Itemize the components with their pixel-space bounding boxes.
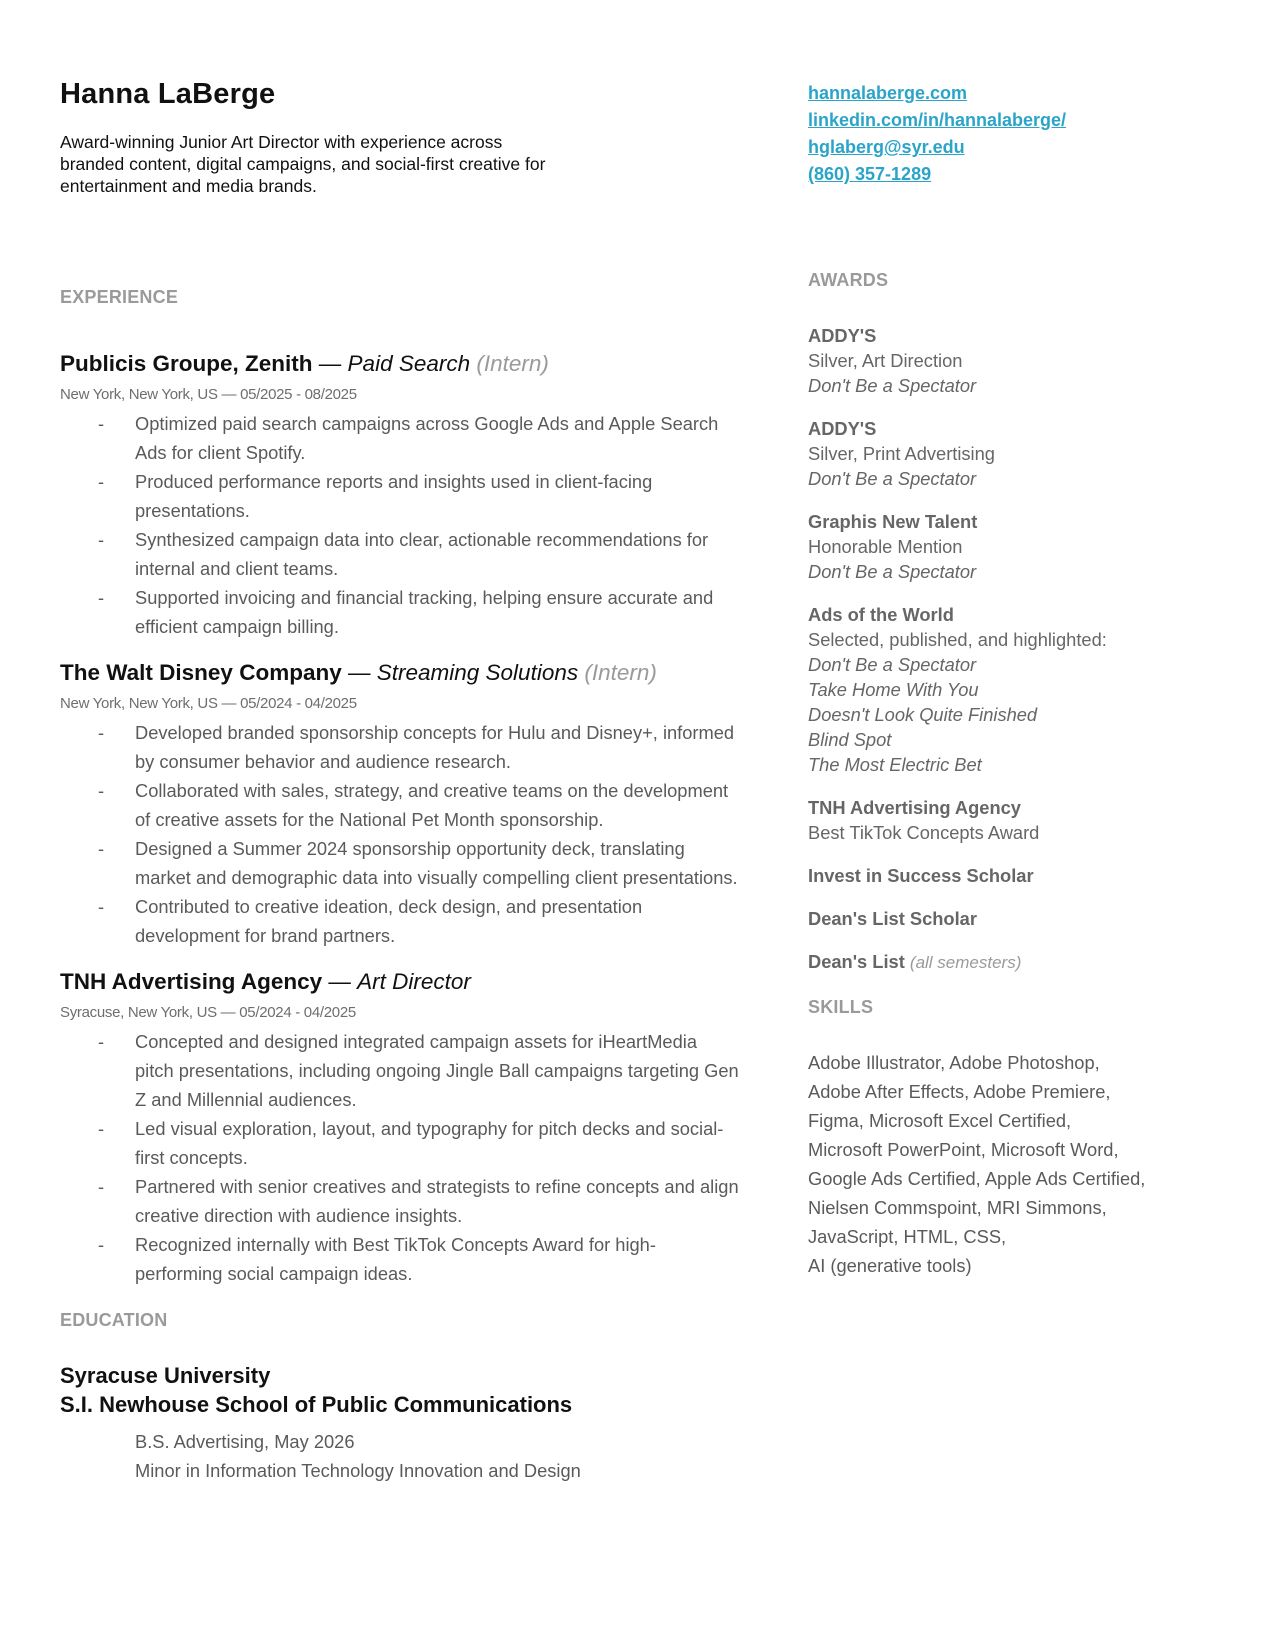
bullet-item: - Produced performance reports and insights used in client-facing presentations. <box>98 471 653 521</box>
bullet-item: - Contributed to creative ideation, deck design, and presentation development for brand partners. <box>98 896 643 946</box>
skills-line: Adobe Illustrator, Adobe Photoshop, <box>808 1052 1100 1073</box>
award-title: Invest in Success Scholar <box>808 865 1034 886</box>
skills-line: Adobe After Effects, Adobe Premiere, <box>808 1081 1111 1102</box>
job-meta: New York, New York, US — 05/2025 - 08/2025 <box>60 386 357 403</box>
right-column <box>808 80 1228 1280</box>
skills-line: JavaScript, HTML, CSS, <box>808 1226 1007 1247</box>
award-item <box>808 906 1228 931</box>
email-link[interactable]: hglaberg@syr.edu <box>808 137 965 157</box>
award-title: ADDY'S <box>808 418 877 439</box>
award-title: Graphis New Talent <box>808 511 978 532</box>
experience-heading: EXPERIENCE <box>60 287 179 307</box>
award-item <box>808 323 1228 398</box>
job-role: Streaming Solutions <box>376 660 579 685</box>
phone-link[interactable]: (860) 357-1289 <box>808 164 932 184</box>
award-work: Take Home With You <box>808 679 979 700</box>
award-title: Dean's List Scholar <box>808 908 977 929</box>
award-work: Doesn't Look Quite Finished <box>808 704 1038 725</box>
awards-list <box>808 323 1228 975</box>
job-title-line <box>60 968 740 996</box>
job-entry <box>60 659 740 950</box>
job-bullets <box>60 409 740 641</box>
award-item <box>808 602 1228 777</box>
job-tag: (Intern) <box>476 351 549 376</box>
award-subtitle: Silver, Art Direction <box>808 350 963 371</box>
bullet-item: - Supported invoicing and financial tracking, helping ensure accurate and efficient campaign billing. <box>98 587 714 637</box>
job-separator: — <box>322 969 358 994</box>
contact-links <box>808 80 1228 188</box>
skills-line: Nielsen Commspoint, MRI Simmons, <box>808 1197 1107 1218</box>
award-work: Don't Be a Spectator <box>808 561 977 582</box>
job-meta: Syracuse, New York, US — 05/2024 - 04/2025 <box>60 1004 356 1021</box>
skills-line: Microsoft PowerPoint, Microsoft Word, <box>808 1139 1119 1160</box>
award-note: (all semesters) <box>909 953 1022 972</box>
bullet-item: - Led visual exploration, layout, and typography for pitch decks and social-first concepts. <box>98 1118 724 1168</box>
skills-line: Google Ads Certified, Apple Ads Certified, <box>808 1168 1146 1189</box>
award-subtitle: Silver, Print Advertising <box>808 443 995 464</box>
job-company: The Walt Disney Company <box>60 660 342 685</box>
job-title-line <box>60 659 740 687</box>
job-role: Paid Search <box>347 351 471 376</box>
job-separator: — <box>312 351 348 376</box>
bullet-item: - Developed branded sponsorship concepts for Hulu and Disney+, informed by consumer behavior and audience research. <box>98 722 735 772</box>
job-bullets <box>60 718 740 950</box>
education-college: S.I. Newhouse School of Public Communications <box>60 1392 573 1417</box>
job-entry <box>60 968 740 1288</box>
job-role: Art Director <box>357 969 471 994</box>
award-work: Blind Spot <box>808 729 892 750</box>
award-work: The Most Electric Bet <box>808 754 982 775</box>
bullet-item: - Concepted and designed integrated campaign assets for iHeartMedia pitch presentations, including ongoing Jingle Ball campaigns targeting Gen Z and Millennial audiences. <box>98 1031 739 1110</box>
award-item <box>808 509 1228 584</box>
skills-line: Figma, Microsoft Excel Certified, <box>808 1110 1072 1131</box>
job-meta: New York, New York, US — 05/2024 - 04/2025 <box>60 695 357 712</box>
bullet-item: - Recognized internally with Best TikTok Concepts Award for high-performing social campaign ideas. <box>98 1234 656 1284</box>
award-item <box>808 863 1228 888</box>
bullet-item: - Designed a Summer 2024 sponsorship opportunity deck, translating market and demographic data into visually compelling client presentations. <box>98 838 738 888</box>
award-work: Don't Be a Spectator <box>808 375 977 396</box>
linkedin-link[interactable]: linkedin.com/in/hannalaberge/ <box>808 110 1067 130</box>
bullet-item: - Synthesized campaign data into clear, actionable recommendations for internal and client teams. <box>98 529 709 579</box>
job-company: TNH Advertising Agency <box>60 969 323 994</box>
job-title-line <box>60 350 740 378</box>
left-column <box>60 78 740 1485</box>
job-entry <box>60 350 740 641</box>
award-title: ADDY'S <box>808 325 877 346</box>
job-bullets <box>60 1027 740 1288</box>
skills-heading: SKILLS <box>808 997 874 1017</box>
award-work: Don't Be a Spectator <box>808 654 977 675</box>
award-title: Dean's List (all semesters) <box>808 951 1022 972</box>
award-item <box>808 416 1228 491</box>
award-subtitle: Honorable Mention <box>808 536 963 557</box>
awards-heading: AWARDS <box>808 270 889 290</box>
bullet-item: - Collaborated with sales, strategy, and creative teams on the development of creative assets for the National Pet Month sponsorship. <box>98 780 729 830</box>
skills-list <box>808 1048 1228 1280</box>
award-title: Ads of the World <box>808 604 954 625</box>
job-company: Publicis Groupe, Zenith <box>60 351 313 376</box>
award-subtitle: Best TikTok Concepts Award <box>808 822 1040 843</box>
award-item <box>808 795 1228 845</box>
candidate-name: Hanna LaBerge <box>60 78 276 110</box>
award-work: Don't Be a Spectator <box>808 468 977 489</box>
education-minor: Minor in Information Technology Innovation and Design <box>135 1460 581 1481</box>
award-title: TNH Advertising Agency <box>808 797 1021 818</box>
education-entry <box>60 1361 740 1485</box>
bullet-item: - Optimized paid search campaigns across Google Ads and Apple Search Ads for client Spotify. <box>98 413 719 463</box>
website-link[interactable]: hannalaberge.com <box>808 83 968 103</box>
job-separator: — <box>341 660 377 685</box>
job-tag: (Intern) <box>584 660 657 685</box>
bullet-item: - Partnered with senior creatives and strategists to refine concepts and align creative direction with audience insights. <box>98 1176 739 1226</box>
education-heading: EDUCATION <box>60 1310 168 1330</box>
skills-line: AI (generative tools) <box>808 1255 972 1276</box>
education-school: Syracuse University <box>60 1363 271 1388</box>
summary: Award-winning Junior Art Director with experience across branded content, digital campaigns, and social-first creative for entertainment and media brands. <box>60 132 546 196</box>
education-degree: B.S. Advertising, May 2026 <box>135 1431 355 1452</box>
award-subtitle: Selected, published, and highlighted: <box>808 629 1107 650</box>
award-item <box>808 949 1228 975</box>
